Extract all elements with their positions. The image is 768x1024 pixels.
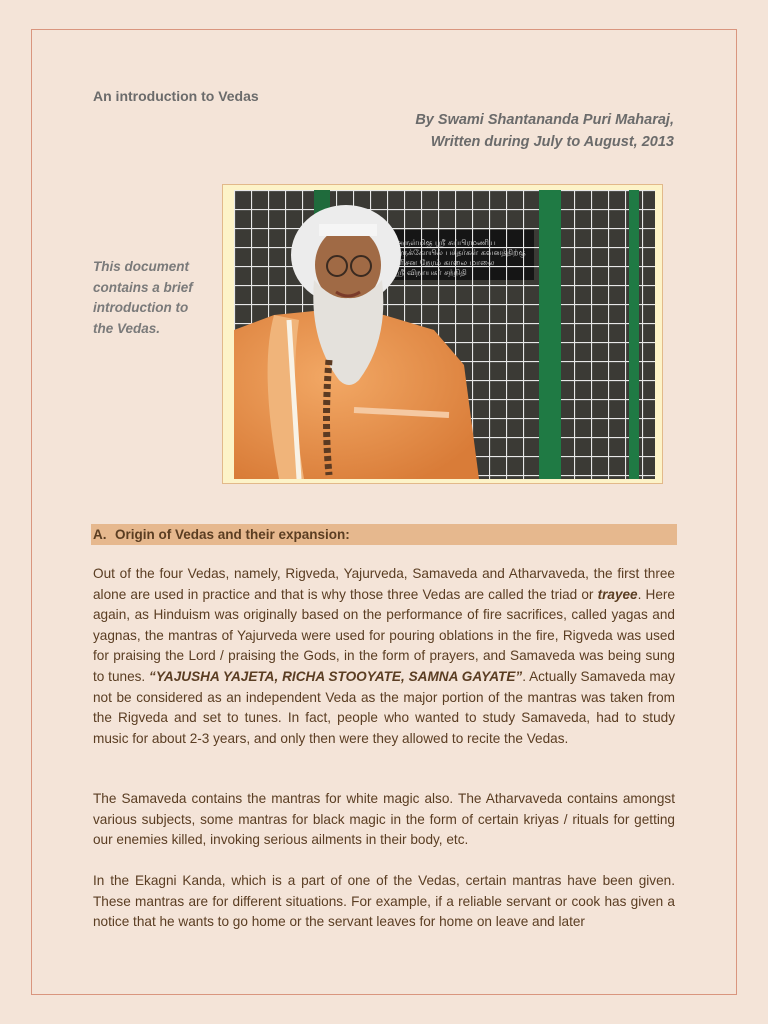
- side-note: This document contains a brief introduction to the Vedas.: [93, 259, 193, 336]
- byline-author: By Swami Shantananda Puri Maharaj,: [415, 112, 674, 128]
- photo-frame: [222, 184, 663, 484]
- paragraph-four-vedas: [93, 564, 675, 749]
- paragraph-text: . Here again, as Hinduism was originally based on the performance of fire sacrifices, called yagas and yagnas, the mantras of Yajurveda were used for pouring oblations in the fire, Rigveda was used for praising the Lord / praising the Gods, in the form of prayers, and Samaveda was being sung to tunes.: [93, 586, 675, 684]
- emphasis-sanskrit-quote: “YAJUSHA YAJETA, RICHA STOOYATE, SAMNA GAYATE”: [149, 668, 523, 684]
- paragraph-ekagni-kanda: In the Ekagni Kanda, which is a part of one of the Vedas, certain mantras have been given. These mantras are for different situations. For example, if a reliable servant or cook has given a notice that he wants to go home or the servant leaves for home on leave and later: [93, 873, 675, 930]
- byline-date: Written during July to August, 2013: [430, 134, 674, 150]
- section-number: A.: [93, 527, 107, 542]
- paragraph-samaveda-atharvaveda: The Samaveda contains the mantras for white magic also. The Atharvaveda contains amongst various subjects, some mantras for black magic in the form of certain kriyas / rituals for getting our enemies killed, invoking serious ailments in their body, etc.: [93, 791, 675, 848]
- byline: [254, 109, 674, 153]
- swami-photo: [234, 190, 655, 479]
- emphasis-trayee: trayee: [597, 586, 638, 602]
- paragraph-text: . Actually Samaveda may not be considered as an independent Veda as the major portion of the mantras was taken from the Rigveda and set to tunes. In fact, people who wanted to study Samaveda, had to study music for about 2-3 years, and only then were they allowed to recite the Vedas.: [93, 668, 676, 746]
- document-title: An introduction to Vedas: [93, 88, 259, 104]
- photo-illustration: [234, 190, 655, 479]
- paragraph-text: Out of the four Vedas, namely, Rigveda, Yajurveda, Samaveda and Atharvaveda, the first three alone are used in practice and that is why those three Vedas are called the triad or: [93, 566, 675, 602]
- section-title: Origin of Vedas and their expansion:: [115, 527, 350, 542]
- section-heading-origin-of-vedas: [91, 524, 677, 545]
